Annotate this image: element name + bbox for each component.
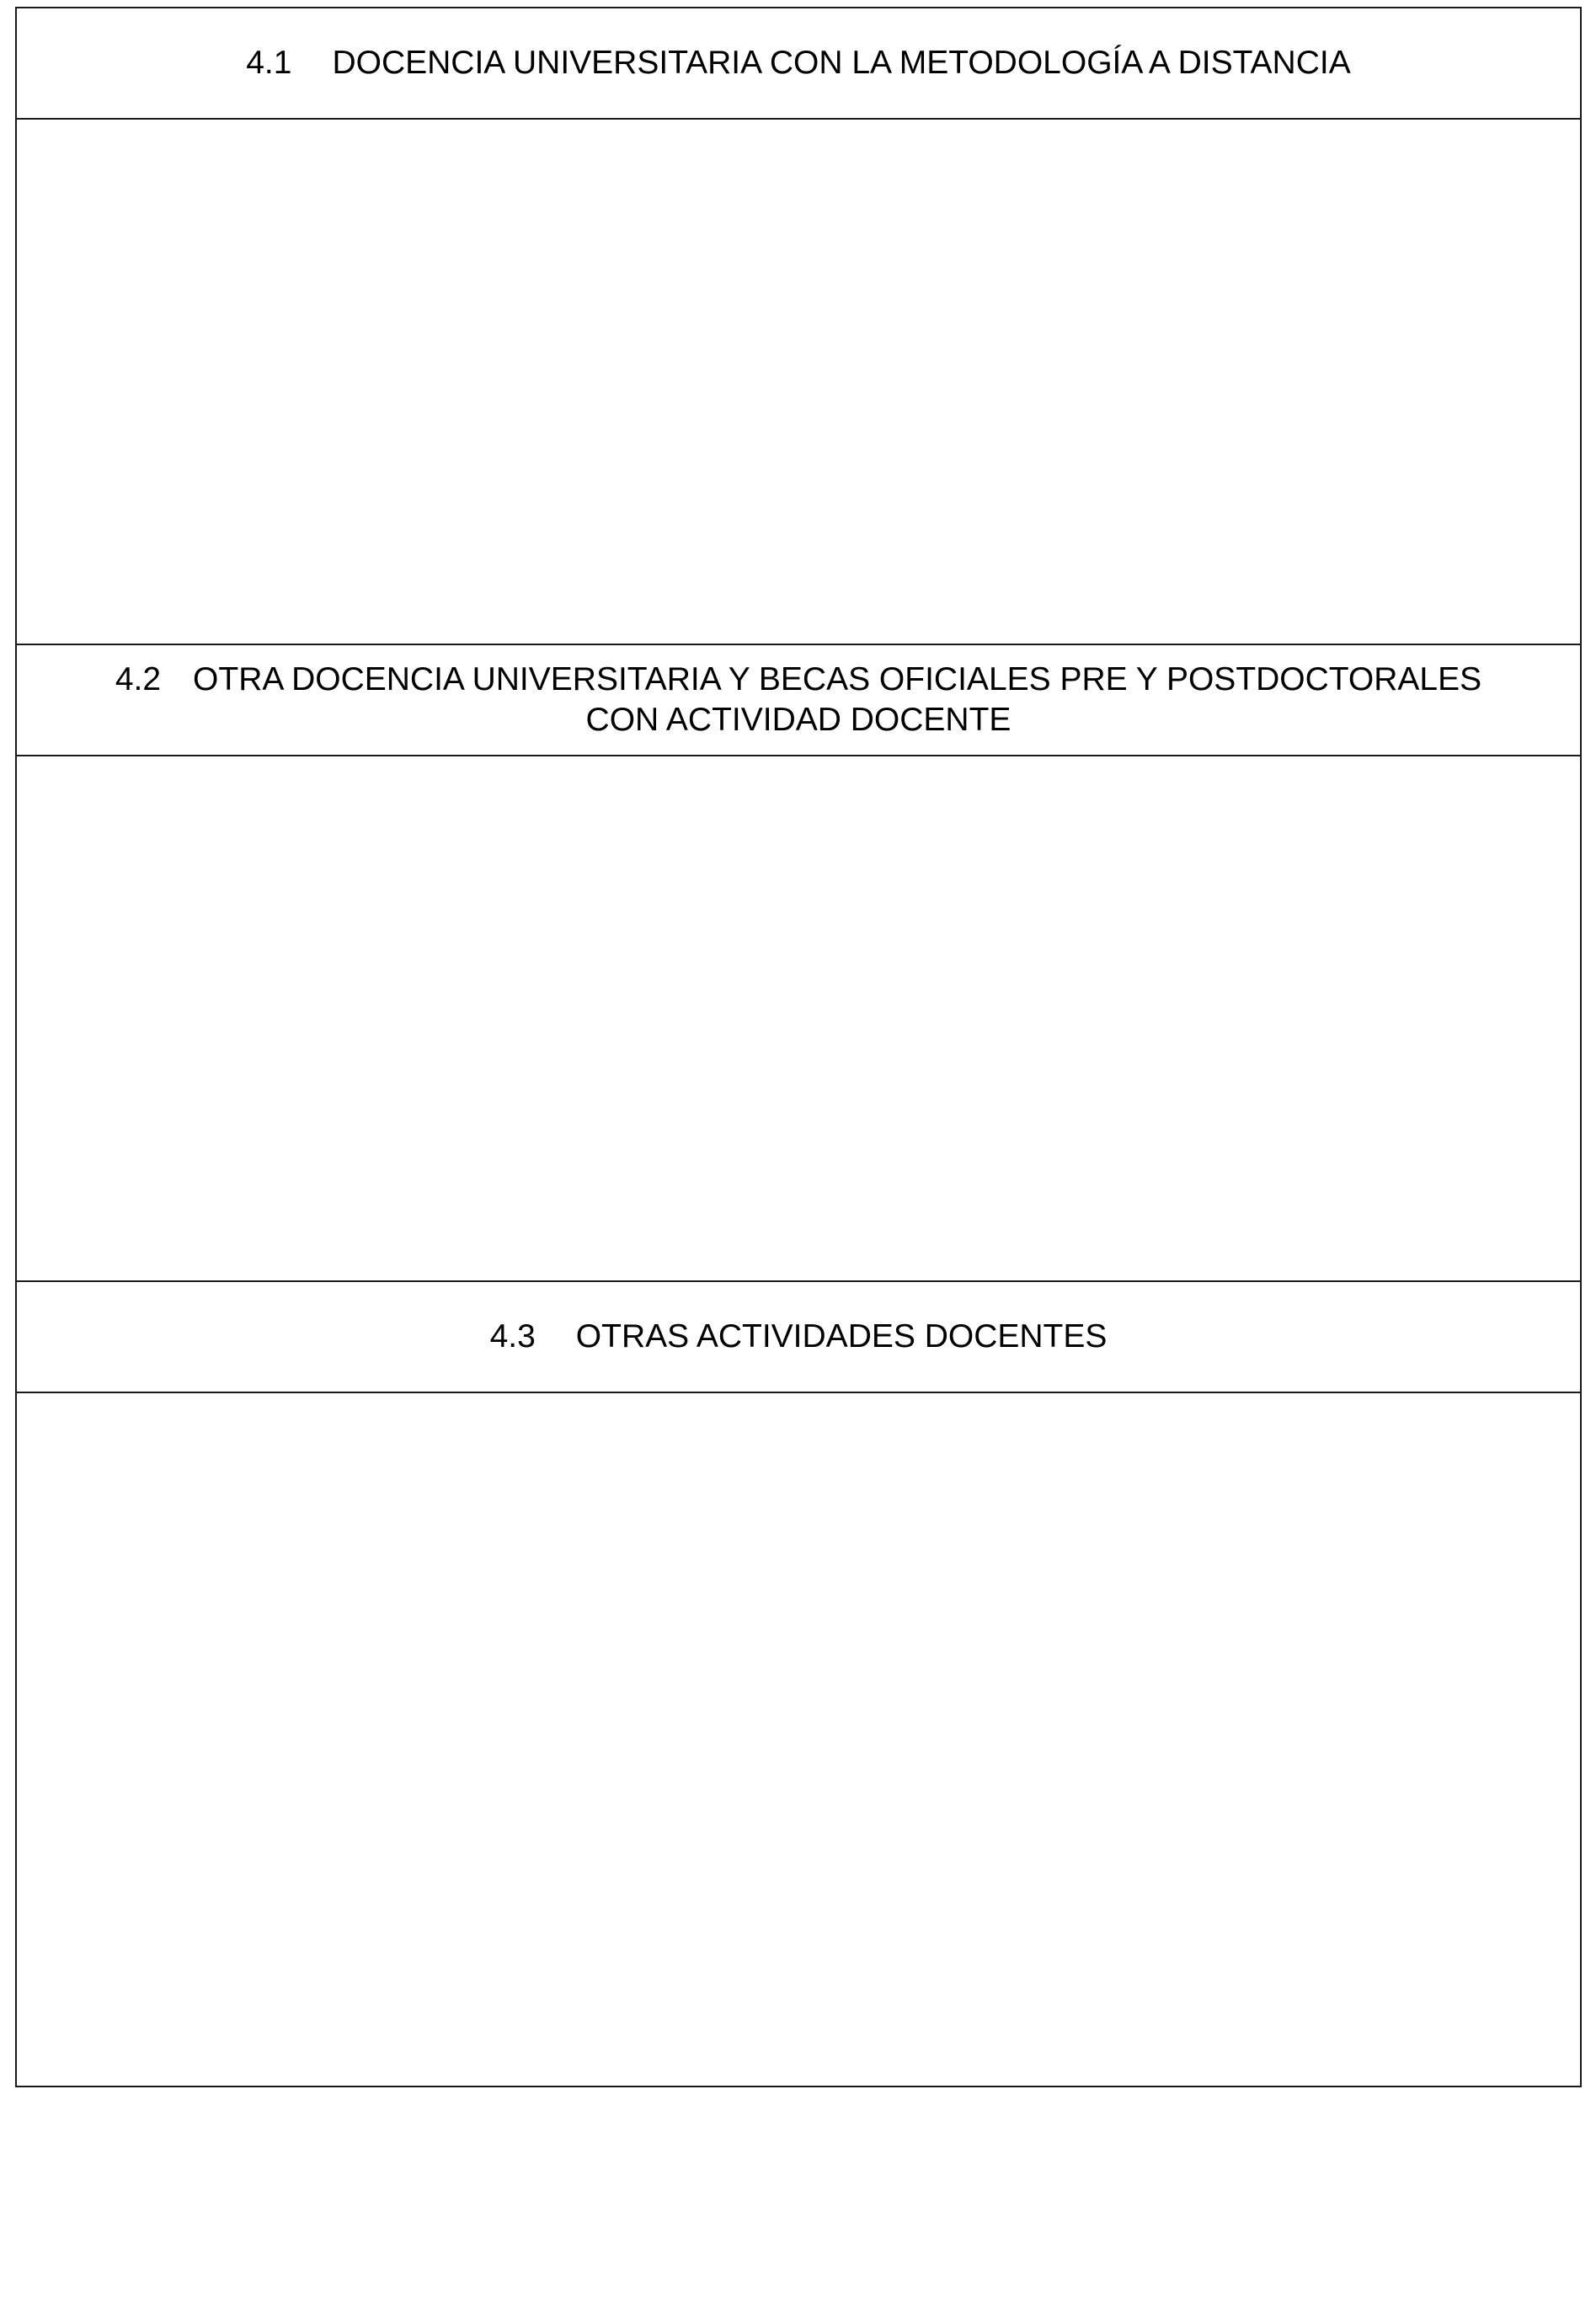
section-4-1-header: [17, 8, 1580, 118]
section-title: DOCENCIA UNIVERSITARIA CON LA METODOLOGÍA A DISTANCIA: [332, 45, 1351, 81]
section-number: 4.3: [489, 1318, 536, 1355]
section-4-2-header: [17, 645, 1580, 755]
section-4-3-header: [17, 1282, 1580, 1392]
section-title-line-2: CON ACTIVIDAD DOCENTE: [585, 702, 1012, 738]
section-number: 4.2: [115, 661, 162, 697]
form-table: [15, 7, 1582, 2087]
section-4-3-content-area[interactable]: [17, 1393, 1580, 2084]
section-title-line-1: OTRA DOCENCIA UNIVERSITARIA Y BECAS OFICIALES PRE Y POSTDOCTORALES: [193, 661, 1482, 697]
section-4-1-content-area[interactable]: [17, 120, 1580, 644]
section-4-2-content-area[interactable]: [17, 756, 1580, 1280]
section-number: 4.1: [246, 45, 292, 81]
section-title: OTRAS ACTIVIDADES DOCENTES: [575, 1318, 1108, 1355]
